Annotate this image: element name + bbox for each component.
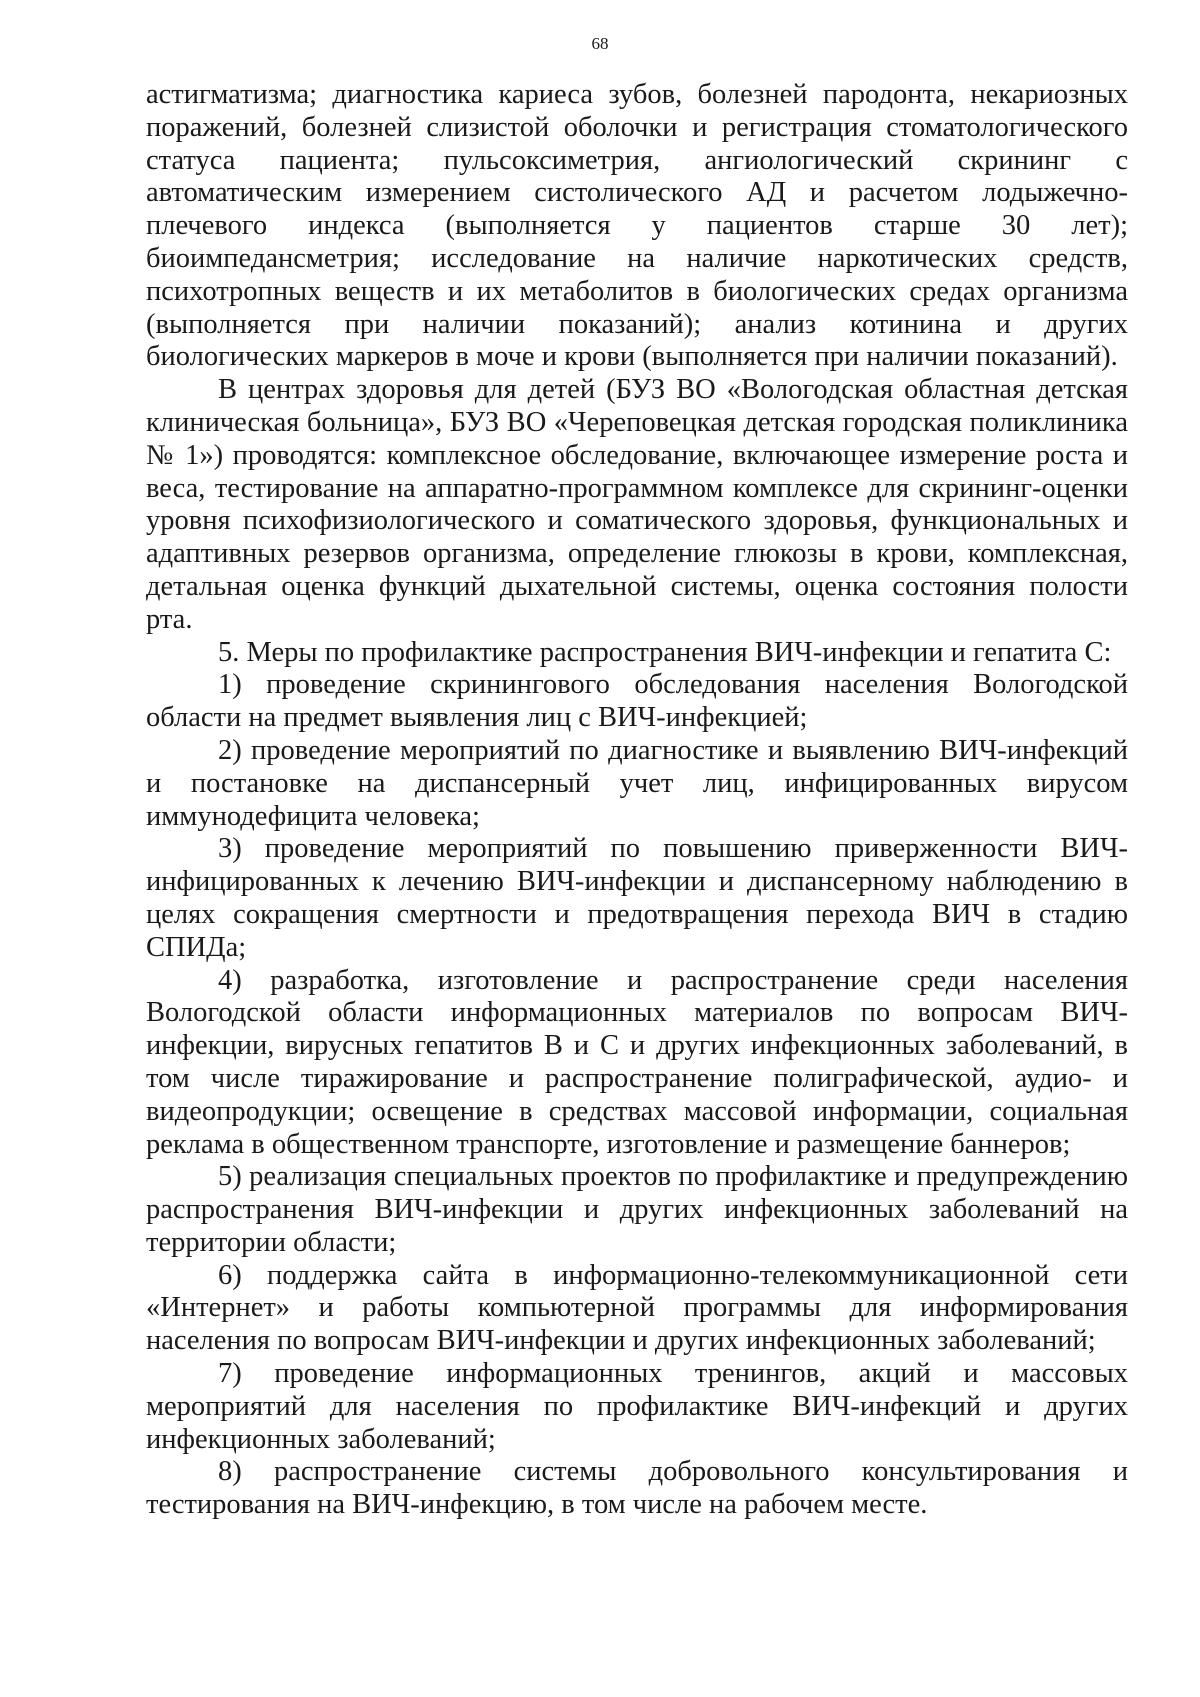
list-item-6: 6) поддержка сайта в информационно-телекоммуникационной сети «Интернет» и работы компьютерной программы для информирования населения по вопросам ВИЧ-инфекции и других инфекционных заболеваний; <box>146 1259 1128 1357</box>
list-item-3: 3) проведение мероприятий по повышению приверженности ВИЧ-инфицированных к лечению ВИЧ-инфекции и диспансерному наблюдению в целях сокращения смертности и предотвращения перехода ВИЧ в стадию СПИДа; <box>146 833 1128 963</box>
list-item-4: 4) разработка, изготовление и распространение среди населения Вологодской области информационных материалов по вопросам ВИЧ-инфекции, вирусных гепатитов В и С и других инфекционных заболеваний, в том числе тиражирование и распространение полиграфической, аудио- и видеопродукции; освещение в средствах массовой информации, социальная реклама в общественном транспорте, изготовление и размещение баннеров; <box>146 964 1128 1160</box>
list-item-5: 5) реализация специальных проектов по профилактике и предупреждению распространения ВИЧ-инфекции и других инфекционных заболеваний на территории области; <box>146 1161 1128 1258</box>
page-number: 68 <box>591 34 609 53</box>
list-item-8: 8) распространение системы добровольного консультирования и тестирования на ВИЧ-инфекцию, в том числе на рабочем месте. <box>146 1456 1128 1521</box>
paragraph-health-centers-children: В центрах здоровья для детей (БУЗ ВО «Вологодская областная детская клиническая больница», БУЗ ВО «Череповецкая детская городская поликлиника № 1») проводятся: комплексное обследование, включающее измерение роста и веса, тестирование на аппаратно-программном комплексе для скрининг-оценки уровня психофизиологического и соматического здоровья, функциональных и адаптивных резервов организма, определение глюкозы в крови, комплексная, детальная оценка функций дыхательной системы, оценка состояния полости рта. <box>146 374 1128 635</box>
section-heading-hiv-measures: 5. Меры по профилактике распространения ВИЧ-инфекции и гепатита С: <box>218 636 1112 668</box>
list-item-1: 1) проведение скринингового обследования населения Вологодской области на предмет выявления лиц с ВИЧ-инфекцией; <box>146 669 1128 734</box>
list-item-7: 7) проведение информационных тренингов, акций и массовых мероприятий для населения по профилактике ВИЧ-инфекций и других инфекционных заболеваний; <box>146 1358 1128 1455</box>
list-item-2: 2) проведение мероприятий по диагностике и выявлению ВИЧ-инфекций и постановке на диспансерный учет лиц, инфицированных вирусом иммунодефицита человека; <box>146 734 1128 832</box>
document-body <box>146 79 1128 1522</box>
paragraph-continued: астигматизма; диагностика кариеса зубов, болезней пародонта, некариозных поражений, болезней слизистой оболочки и регистрация стоматологического статуса пациента; пульсоксиметрия, ангиологический скрининг с автоматическим измерением систолического АД и расчетом лодыжечно-плечевого индекса (выполняется у пациентов старше 30 лет); биоимпедансметрия; исследование на наличие наркотических средств, психотропных веществ и их метаболитов в биологических средах организма (выполняется при наличии показаний); анализ котинина и других биологических маркеров в моче и крови (выполняется при наличии показаний). <box>146 79 1128 373</box>
